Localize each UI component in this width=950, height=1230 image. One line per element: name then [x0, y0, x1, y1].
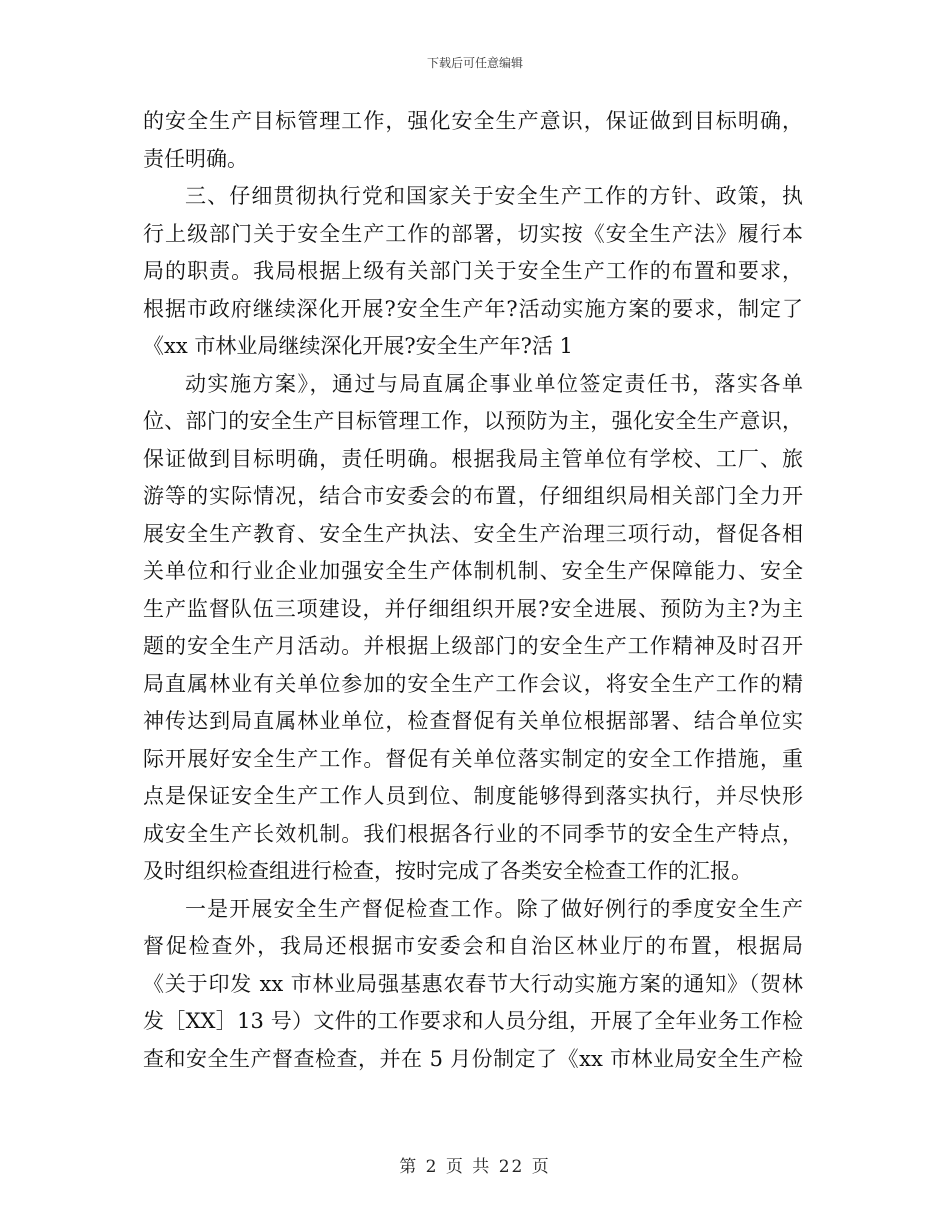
- text-line: 局的职责。我局根据上级有关部门关于安全生产工作的布置和要求，: [143, 259, 803, 283]
- text-line: 题的安全生产月活动。并根据上级部门的安全生产工作精神及时召开: [143, 634, 803, 658]
- document-body: [143, 103, 803, 1078]
- text-line: 发［XX］13 号）文件的工作要求和人员分组，开展了全年业务工作检: [143, 1009, 803, 1033]
- text-line: 责任明确。: [143, 146, 248, 171]
- text-line: 际开展好安全生产工作。督促有关单位落实制定的安全工作措施，重: [143, 746, 803, 771]
- text-line: 局直属林业有关单位参加的安全生产工作会议，将安全生产工作的精: [143, 671, 803, 696]
- text-line: 神传达到局直属林业单位，检查督促有关单位根据部署、结合单位实: [143, 709, 803, 733]
- page-number-footer: 第 2 页 共 22 页: [399, 1157, 551, 1177]
- text-line: 展安全生产教育、安全生产执法、安全生产治理三项行动，督促各相: [143, 521, 803, 546]
- paragraph-start-line: 动实施方案》，通过与局直属企事业单位签定责任书，落实各单: [185, 371, 803, 396]
- text-line: 游等的实际情况，结合市安委会的布置，仔细组织局相关部门全力开: [143, 484, 803, 508]
- paragraph-start-line: 一是开展安全生产督促检查工作。除了做好例行的季度安全生产: [185, 896, 803, 921]
- text-line: 点是保证安全生产工作人员到位、制度能够得到落实执行，并尽快形: [143, 784, 803, 808]
- text-line: 生产监督队伍三项建设，并仔细组织开展?安全进展、预防为主?为主: [143, 596, 803, 621]
- text-line: 根据市政府继续深化开展?安全生产年?活动实施方案的要求，制定了: [143, 296, 803, 321]
- text-line: 查和安全生产督查检查，并在 5 月份制定了《xx 市林业局安全生产检: [143, 1046, 803, 1071]
- page-header: 下载后可任意编辑: [426, 56, 523, 70]
- text-line: 保证做到目标明确，责任明确。根据我局主管单位有学校、工厂、旅: [143, 446, 803, 471]
- paragraph-start-line: 三、仔细贯彻执行党和国家关于安全生产工作的方针、政策，执: [185, 184, 803, 208]
- text-line: 成安全生产长效机制。我们根据各行业的不同季节的安全生产特点，: [143, 821, 803, 846]
- text-line: 《xx 市林业局继续深化开展?安全生产年?活 1: [143, 334, 573, 358]
- text-line: 《关于印发 xx 市林业局强基惠农春节大行动实施方案的通知》（贺林: [143, 971, 803, 996]
- text-line: 行上级部门关于安全生产工作的部署，切实按《安全生产法》履行本: [143, 221, 803, 246]
- text-line: 位、部门的安全生产目标管理工作，以预防为主，强化安全生产意识，: [143, 409, 803, 433]
- text-line: 关单位和行业企业加强安全生产体制机制、安全生产保障能力、安全: [143, 559, 803, 583]
- text-line: 督促检查外，我局还根据市安委会和自治区林业厅的布置，根据局: [143, 934, 803, 958]
- text-line: 及时组织检查组进行检查，按时完成了各类安全检查工作的汇报。: [143, 859, 752, 883]
- text-line: 的安全生产目标管理工作，强化安全生产意识，保证做到目标明确，: [143, 109, 803, 133]
